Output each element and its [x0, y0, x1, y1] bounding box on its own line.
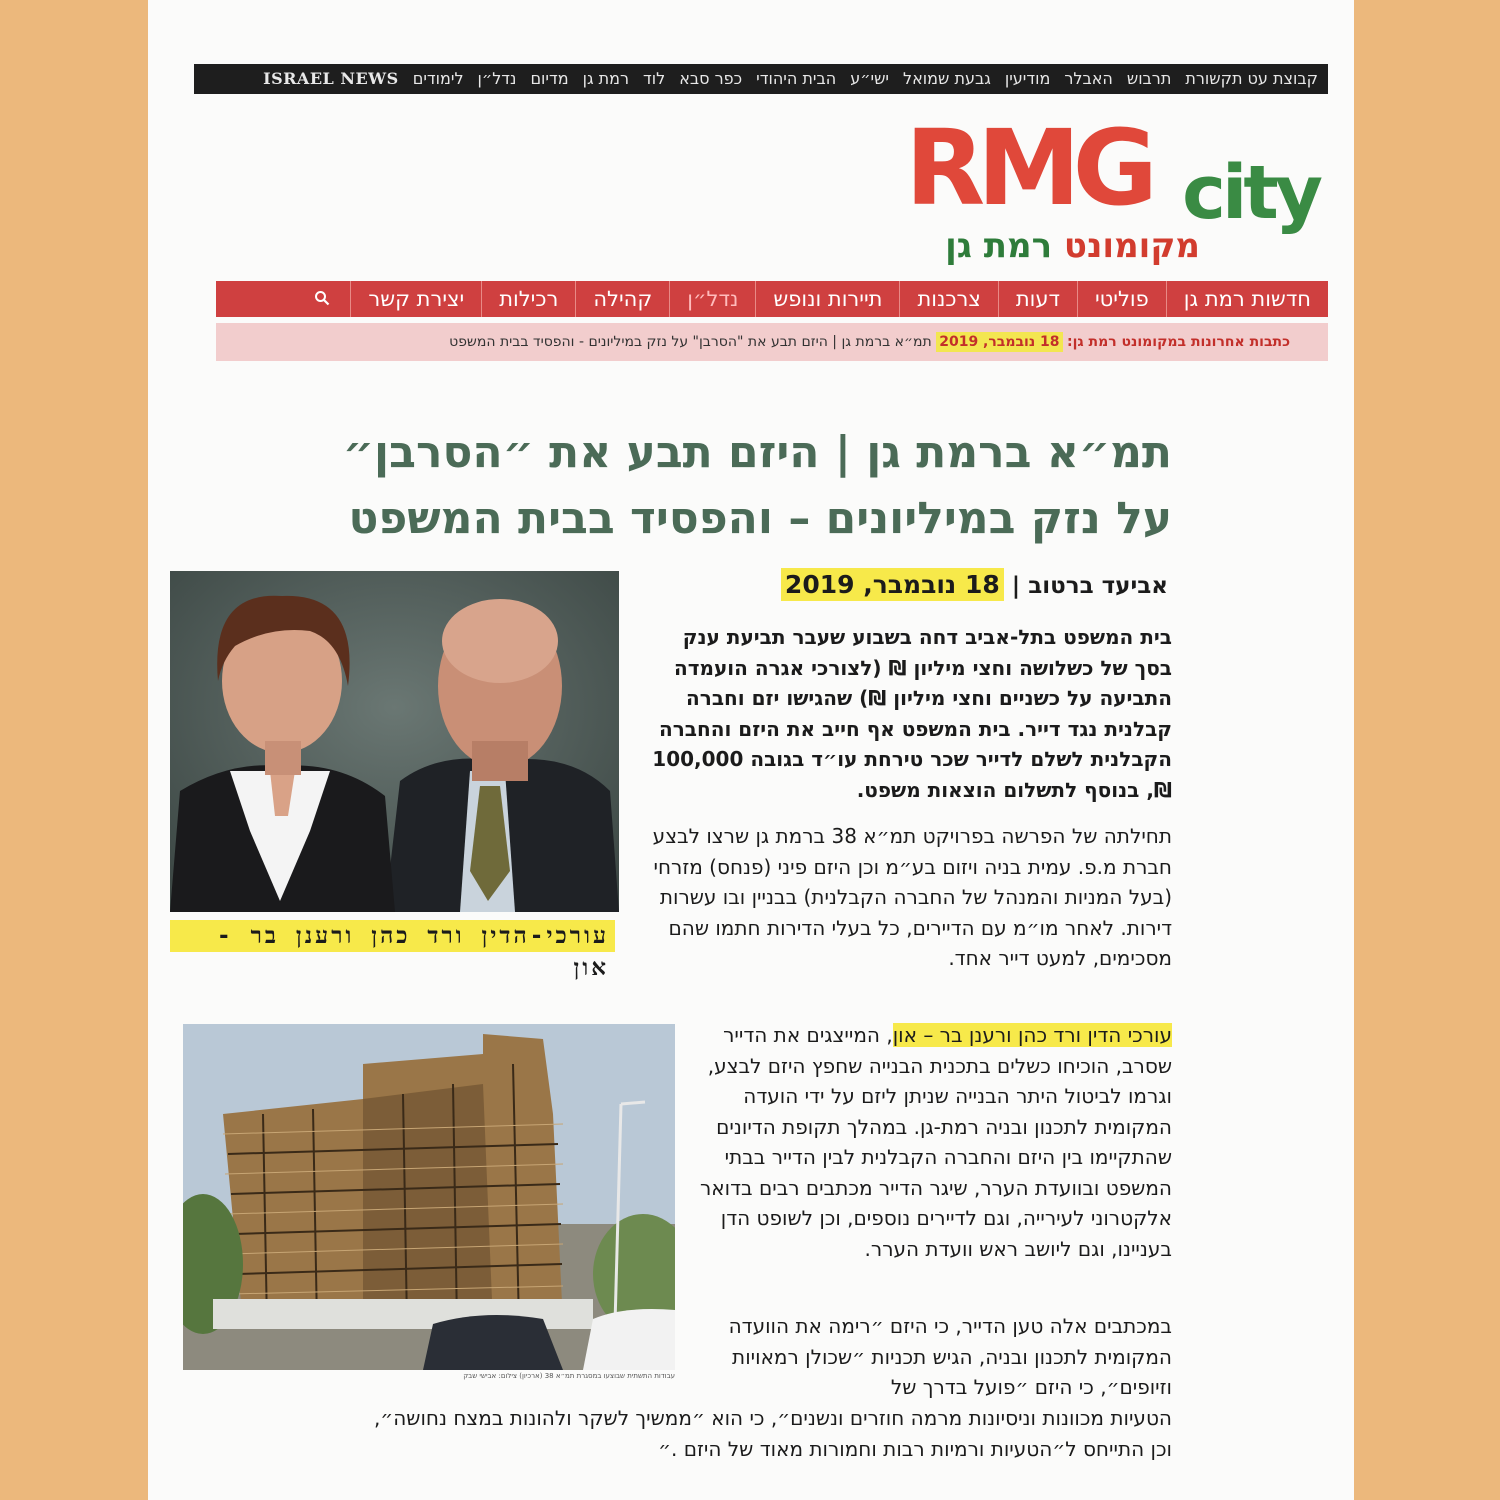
network-bar — [194, 64, 1328, 94]
nav-item-gossip[interactable]: רכילות — [481, 281, 575, 317]
building-photo — [183, 1024, 675, 1370]
network-link[interactable]: רמת גן — [582, 69, 630, 88]
nav-item-travel[interactable]: תיירות ונופש — [755, 281, 899, 317]
logo-subtitle-green: רמת גן — [945, 226, 1053, 266]
network-link[interactable]: לוד — [643, 69, 666, 88]
nav-item-contact[interactable]: יצירת קשר — [350, 281, 481, 317]
nav-item-opinions[interactable]: דעות — [998, 281, 1077, 317]
network-link[interactable]: כפר סבא — [679, 69, 743, 88]
israel-news-brand[interactable]: ISRAEL NEWS — [263, 69, 399, 88]
nav-item-realestate[interactable]: נדל״ן — [669, 281, 755, 317]
nav-item-community[interactable]: קהילה — [575, 281, 669, 317]
nav-item-consumer[interactable]: צרכנות — [899, 281, 997, 317]
network-link[interactable]: תרבוש — [1126, 69, 1172, 88]
lawyers-photo — [170, 571, 619, 912]
network-link[interactable]: מדיום — [530, 69, 569, 88]
article-paragraph-text: , המייצגים את הדייר שסרב, הוכיחו כשלים בתכנית הבנייה שחפץ היזם לבצע, וגרמו לביטול היתר הבנייה שניתן ליזם על ידי הועדה המקומית לתכנון ובניה רמת-גן. במהלך תקופת הדיונים שהתקיימו בין היזם והחברה הקבלנית לבין הדייר בבתי המשפט ובוועדת הערר, שיגר הדייר מכתבים רבים בדואר אלקטרוני לעירייה, וגם לדיירים נוספים, וכן לשופט הדן בעניינו, וגם ליושב ראש וועדת הערר. — [700, 1023, 1172, 1261]
network-link[interactable]: נדל״ן — [477, 69, 517, 88]
article-byline — [650, 570, 1168, 599]
article-paragraph: במכתבים אלה טען הדייר, כי היזם ״רימה את הוועדה המקומית לתכנון ובניה, הגיש תכניות ״שכולן רמאויות וזיופים״, כי היזם ״פועל בדרך של — [728, 1314, 1172, 1399]
search-icon[interactable] — [294, 287, 350, 311]
article-paragraph: תחילתה של הפרשה בפרויקט תמ״א 38 ברמת גן שרצו לבצע חברת מ.פ. עמית בניה ויזום בע״מ וכן היזם פיני (פנחס) מזרחי (בעל המניות והמנהל של החברה הקבלנית) בבניין ובו עשרות דירות. לאחר מו״מ עם הדיירים, כל בעלי הדירות חתמו שהם מסכימים, למעט דייר אחד. — [652, 824, 1172, 970]
article-headline: תמ״א ברמת גן | היזם תבע את ״הסרבן״ על נזק במיליונים – והפסיד בבית המשפט — [342, 427, 1172, 544]
network-link[interactable]: ישי״ע — [850, 69, 890, 88]
article-date: 18 נובמבר, 2019 — [781, 568, 1004, 601]
article-paragraph: הטעיות מכוונות וניסיונות מרמה חוזרים ונשנים״, כי הוא ״ממשיך לשקר ולהונות במצח נחושה״, וכן התייחס ל״הטעיות ורמיות רבות וחמורות מאוד של היזם .״ — [373, 1406, 1172, 1461]
logo-subtitle — [945, 226, 1200, 266]
main-nav — [216, 281, 1328, 317]
ticker-text[interactable]: תמ״א ברמת גן | היזם תבע את "הסרבן" על נזק במיליונים - והפסיד בבית המשפט — [449, 334, 932, 350]
nav-item-politics[interactable]: פוליטי — [1077, 281, 1166, 317]
ticker-label: כתבות אחרונות במקומונט רמת גן: — [1066, 334, 1290, 350]
article-author: אביעד ברטוב | — [1011, 573, 1168, 599]
network-link[interactable]: הבית היהודי — [756, 69, 837, 88]
network-link[interactable]: מודיעין — [1004, 69, 1051, 88]
network-link[interactable]: קבוצת עט תקשורת — [1185, 69, 1318, 88]
network-link[interactable]: האבלר — [1064, 69, 1113, 88]
network-link[interactable]: לימודים — [412, 69, 464, 88]
latest-news-ticker[interactable] — [216, 323, 1328, 361]
article-lead: בית המשפט בתל-אביב דחה בשבוע שעבר תביעת ענק בסך של כשלושה וחצי מיליון ₪ (לצורכי אגרה הועמדה התביעה על כשניים וחצי מיליון ₪) שהגישו יזם וחברה קבלנית נגד דייר. בית המשפט אף חייב את היזם והחברה הקבלנית לשלם לדייר שכר טירחת עו״ד בגובה 100,000 ₪, בנוסף לתשלום הוצאות משפט. — [652, 625, 1172, 802]
lawyers-name-highlight: עורכי הדין ורד כהן ורענן בר – און — [892, 1023, 1172, 1047]
article-paragraph — [700, 1020, 1172, 1264]
logo-city-text: city — [1182, 150, 1319, 236]
building-photo-caption: עבודות התשתית שבוצעו במסגרת תמ״א 38 (ארכיון) צילום: אבישי שבק — [463, 1372, 675, 1380]
ticker-date: 18 נובמבר, 2019 — [936, 332, 1062, 352]
lawyers-photo-caption: עורכי-הדין ורד כהן ורענן בר - און — [170, 920, 615, 952]
nav-item-news[interactable]: חדשות רמת גן — [1166, 281, 1328, 317]
network-link[interactable]: גבעת שמואל — [903, 69, 991, 88]
site-logo[interactable] — [905, 107, 1325, 270]
logo-rmg-text: RMG — [905, 107, 1150, 229]
logo-subtitle-red: מקומונט — [1063, 226, 1200, 266]
